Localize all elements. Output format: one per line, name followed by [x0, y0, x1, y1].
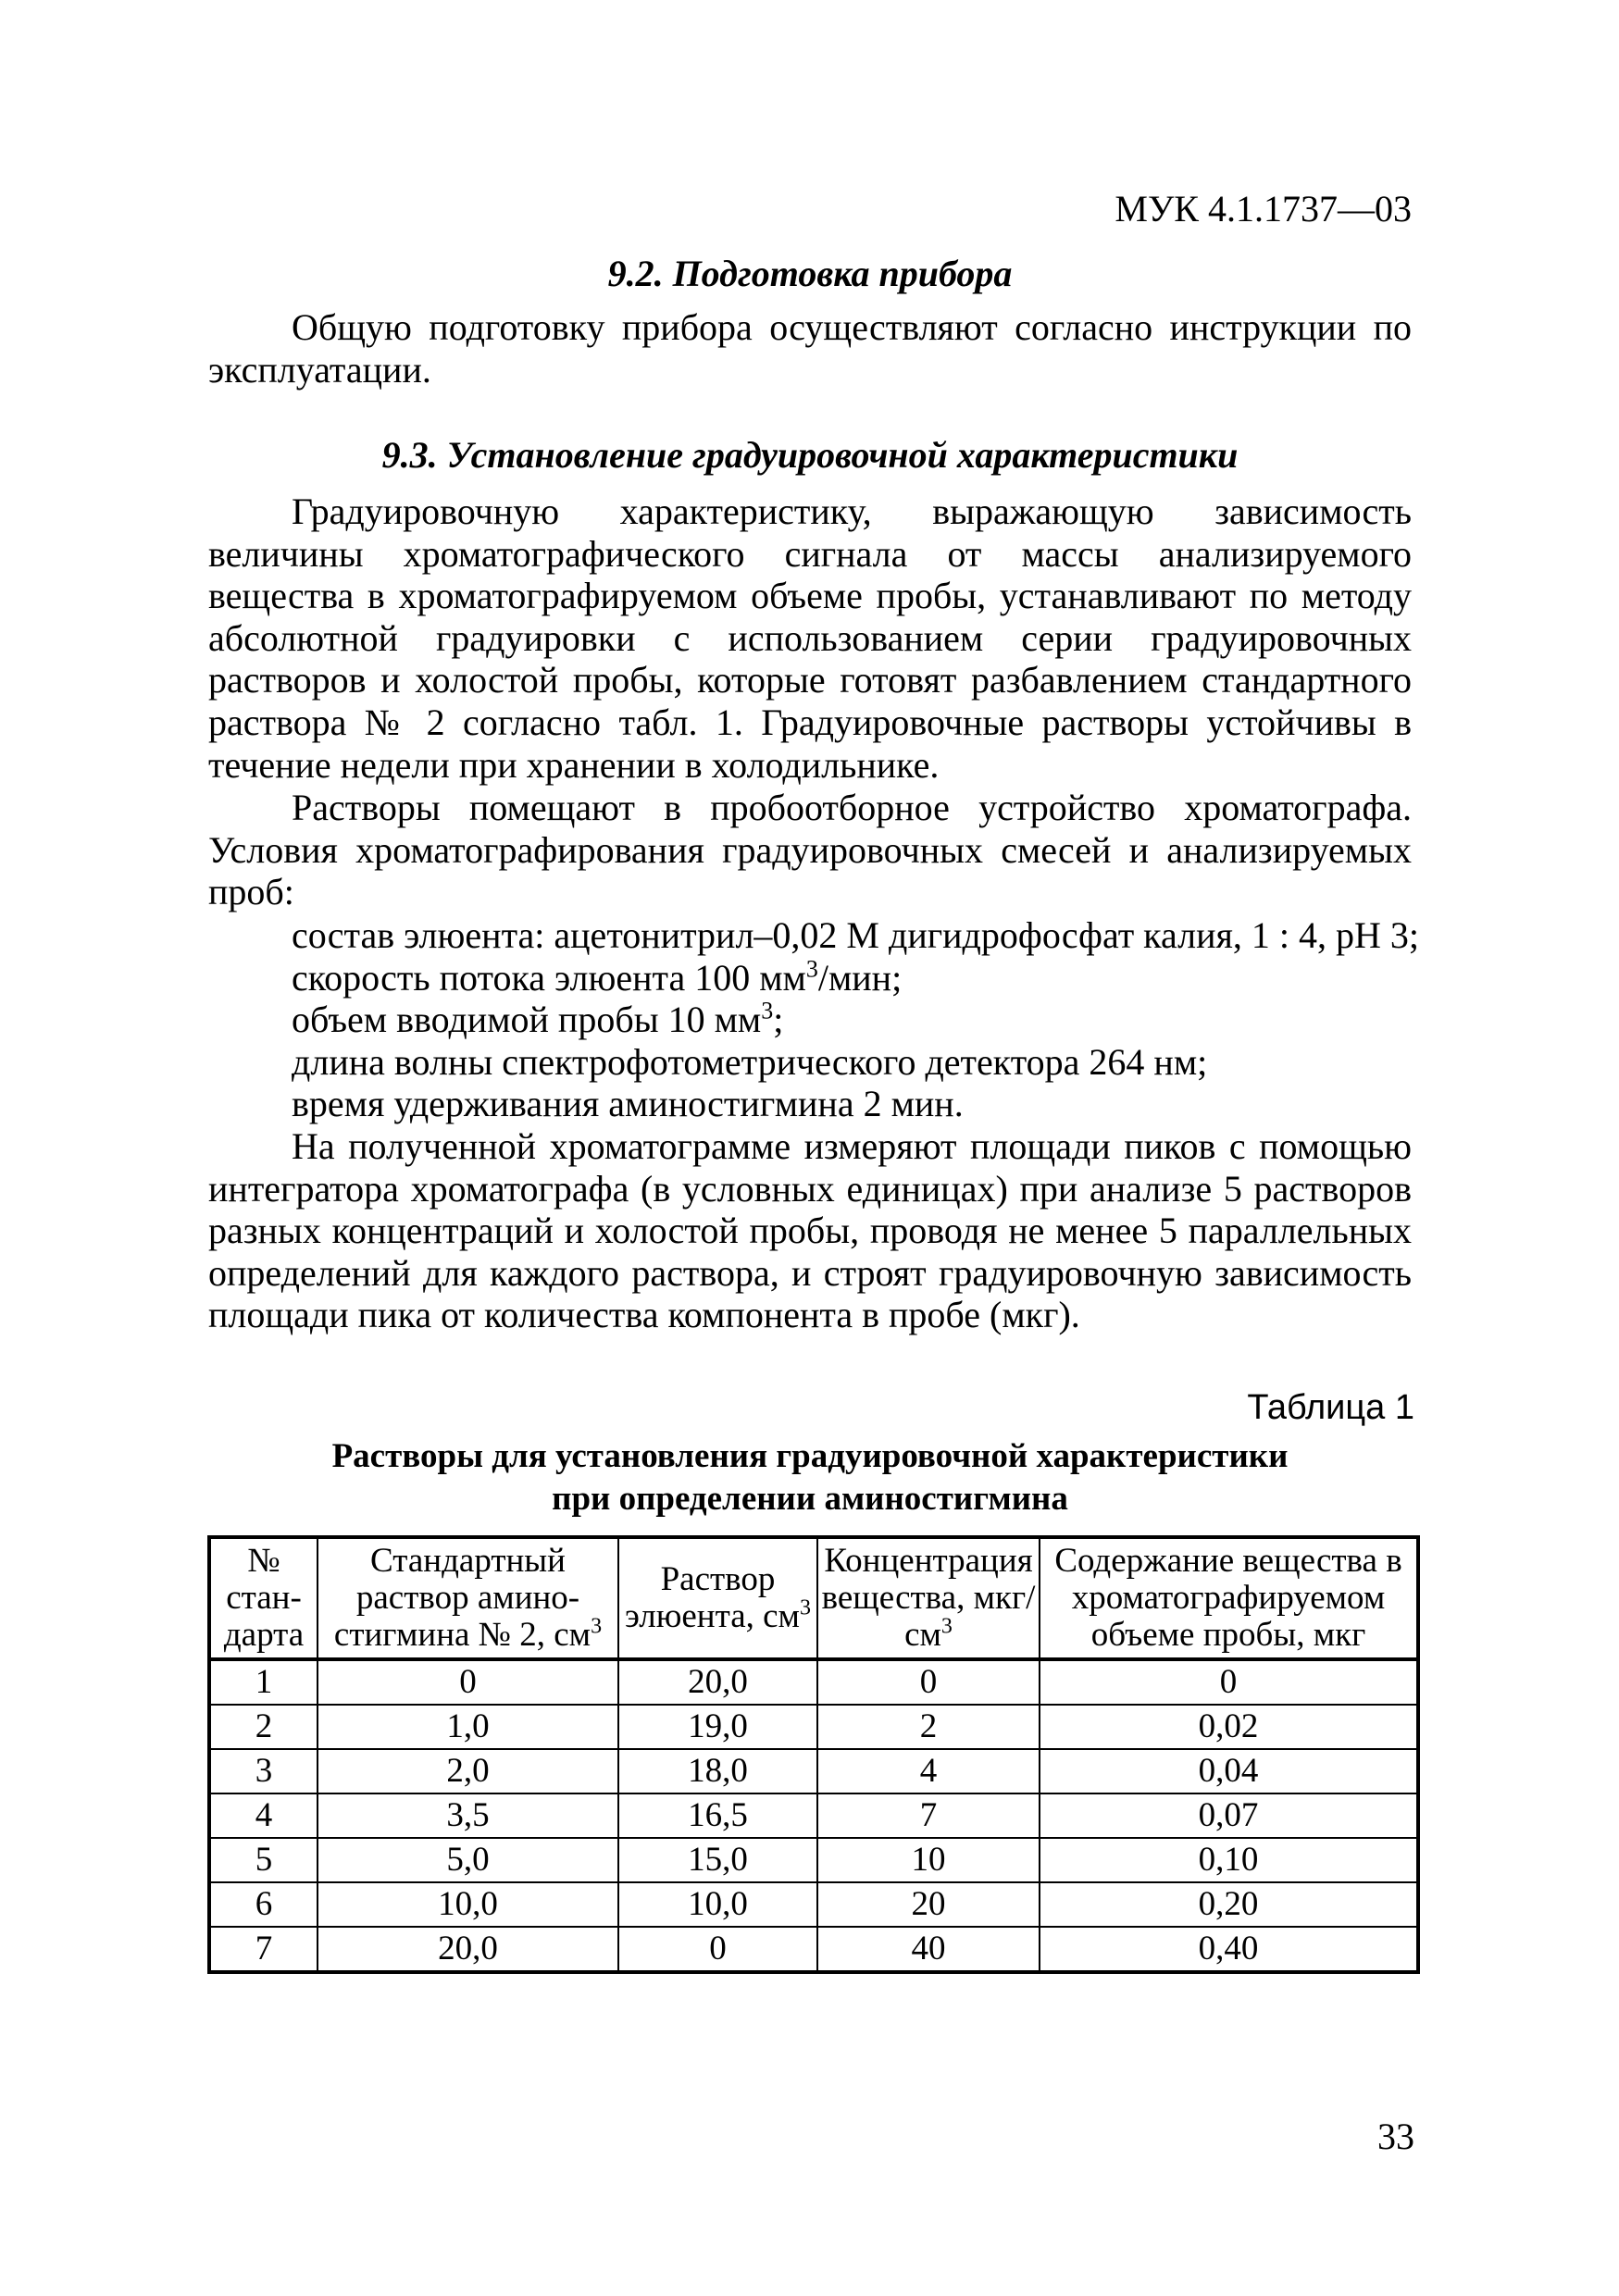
cell-standard-solution: 3,5 — [318, 1793, 618, 1838]
cell-concentration: 20 — [817, 1882, 1040, 1927]
cell-concentration: 10 — [817, 1838, 1040, 1882]
cell-substance-content: 0,10 — [1040, 1838, 1418, 1882]
cell-standard-number: 7 — [209, 1927, 318, 1972]
cell-standard-solution: 5,0 — [318, 1838, 618, 1882]
cell-concentration: 0 — [817, 1659, 1040, 1705]
section-heading-9-2: 9.2. Подготовка прибора — [607, 253, 1013, 294]
table-label: Таблица 1 — [1247, 1388, 1414, 1427]
cell-standard-solution: 20,0 — [318, 1927, 618, 1972]
cell-substance-content: 0,40 — [1040, 1927, 1418, 1972]
chromatography-conditions-list — [292, 914, 1419, 1125]
table-row — [209, 1659, 1418, 1705]
condition-flow-rate: скорость потока элюента 100 $мм^3$/мин; — [292, 955, 903, 999]
cell-substance-content: 0,20 — [1040, 1882, 1418, 1927]
table-row — [209, 1882, 1418, 1927]
table-row — [209, 1749, 1418, 1793]
cell-standard-number: 1 — [209, 1659, 318, 1705]
condition-wavelength: длина волны спектрофотометрического детектора 264 нм; — [292, 1040, 1208, 1083]
header-eluent-solution: Раствор элюента, $см^3$ — [618, 1537, 817, 1659]
cell-eluent-solution: 0 — [618, 1927, 817, 1972]
page-number: 33 — [1377, 2116, 1414, 2157]
cell-eluent-solution: 18,0 — [618, 1749, 817, 1793]
cell-standard-solution: 10,0 — [318, 1882, 618, 1927]
table-row — [209, 1705, 1418, 1749]
cell-standard-solution: 2,0 — [318, 1749, 618, 1793]
cell-concentration: 7 — [817, 1793, 1040, 1838]
cell-standard-number: 4 — [209, 1793, 318, 1838]
header-standard-solution: Стандартный раствор амино-стигмина № 2, $см^3$ — [318, 1537, 618, 1659]
cell-standard-number: 6 — [209, 1882, 318, 1927]
cell-substance-content: 0,04 — [1040, 1749, 1418, 1793]
condition-eluent: состав элюента: ацетонитрил–0,02 М дигидрофосфат калия, 1 : 4, pH 3; — [292, 914, 1419, 956]
cell-substance-content: 0,02 — [1040, 1705, 1418, 1749]
header-concentration: Концентрация вещества, мкг/$см^3$ — [817, 1537, 1040, 1659]
calibration-solutions-table — [207, 1535, 1420, 1974]
paragraph-calibration-intro: Градуировочную характеристику, выражающую зависимость величины хроматографического сигнала от массы анализируемого вещества в хроматографируемом объеме пробы, устанавливают по методу абсолютной градуировки с использованием серии градуировочных растворов и холостой пробы, которые готовят разбавлением стандартного раствора № 2 согласно табл. 1. Градуировочные растворы устойчивы в течение недели при хранении в холодильнике. — [208, 490, 1412, 786]
cell-eluent-solution: 15,0 — [618, 1838, 817, 1882]
cell-eluent-solution: 20,0 — [618, 1659, 817, 1705]
cell-standard-number: 2 — [209, 1705, 318, 1749]
cell-standard-solution: 0 — [318, 1659, 618, 1705]
cell-concentration: 2 — [817, 1705, 1040, 1749]
condition-retention-time: время удерживания аминостигмина 2 мин. — [292, 1083, 964, 1125]
paragraph-solutions-placement: Растворы помещают в пробоотборное устройство хроматографа. Условия хроматографирования градуировочных смесей и анализируемых проб: — [208, 787, 1412, 913]
table-header-row — [209, 1537, 1418, 1659]
table-row — [209, 1838, 1418, 1882]
paragraph-chromatogram-measurement: На полученной хроматограмме измеряют площади пиков с помощью интегратора хроматографа (в условных единицах) при анализе 5 растворов разных концентраций и холостой пробы, проводя не менее 5 параллельных определений для каждого раствора, и строят градуировочную зависимость площади пика от количества компонента в пробе (мкг). — [208, 1125, 1412, 1336]
cell-standard-solution: 1,0 — [318, 1705, 618, 1749]
header-standard-number: № стан-дарта — [209, 1537, 318, 1659]
table-title — [208, 1435, 1412, 1520]
condition-injection-volume: объем вводимой пробы 10 $мм^3$; — [292, 997, 784, 1041]
cell-eluent-solution: 10,0 — [618, 1882, 817, 1927]
table-row — [209, 1927, 1418, 1972]
table-row — [209, 1793, 1418, 1838]
cell-eluent-solution: 16,5 — [618, 1793, 817, 1838]
cell-standard-number: 5 — [209, 1838, 318, 1882]
table-title-line-2: при определении аминостигмина — [552, 1480, 1068, 1518]
cell-concentration: 40 — [817, 1927, 1040, 1972]
table-title-line-1: Растворы для установления градуировочной характеристики — [331, 1437, 1289, 1475]
cell-eluent-solution: 19,0 — [618, 1705, 817, 1749]
section-heading-9-3: 9.3. Установление градуировочной характеристики — [381, 434, 1239, 476]
document-code: МУК 4.1.1737—03 — [1115, 188, 1412, 230]
cell-standard-number: 3 — [209, 1749, 318, 1793]
cell-concentration: 4 — [817, 1749, 1040, 1793]
paragraph-device-prep: Общую подготовку прибора осуществляют согласно инструкции по эксплуатации. — [208, 306, 1412, 391]
cell-substance-content: 0,07 — [1040, 1793, 1418, 1838]
cell-substance-content: 0 — [1040, 1659, 1418, 1705]
header-substance-content: Содержание вещества в хроматографируемом объеме пробы, мкг — [1040, 1537, 1418, 1659]
